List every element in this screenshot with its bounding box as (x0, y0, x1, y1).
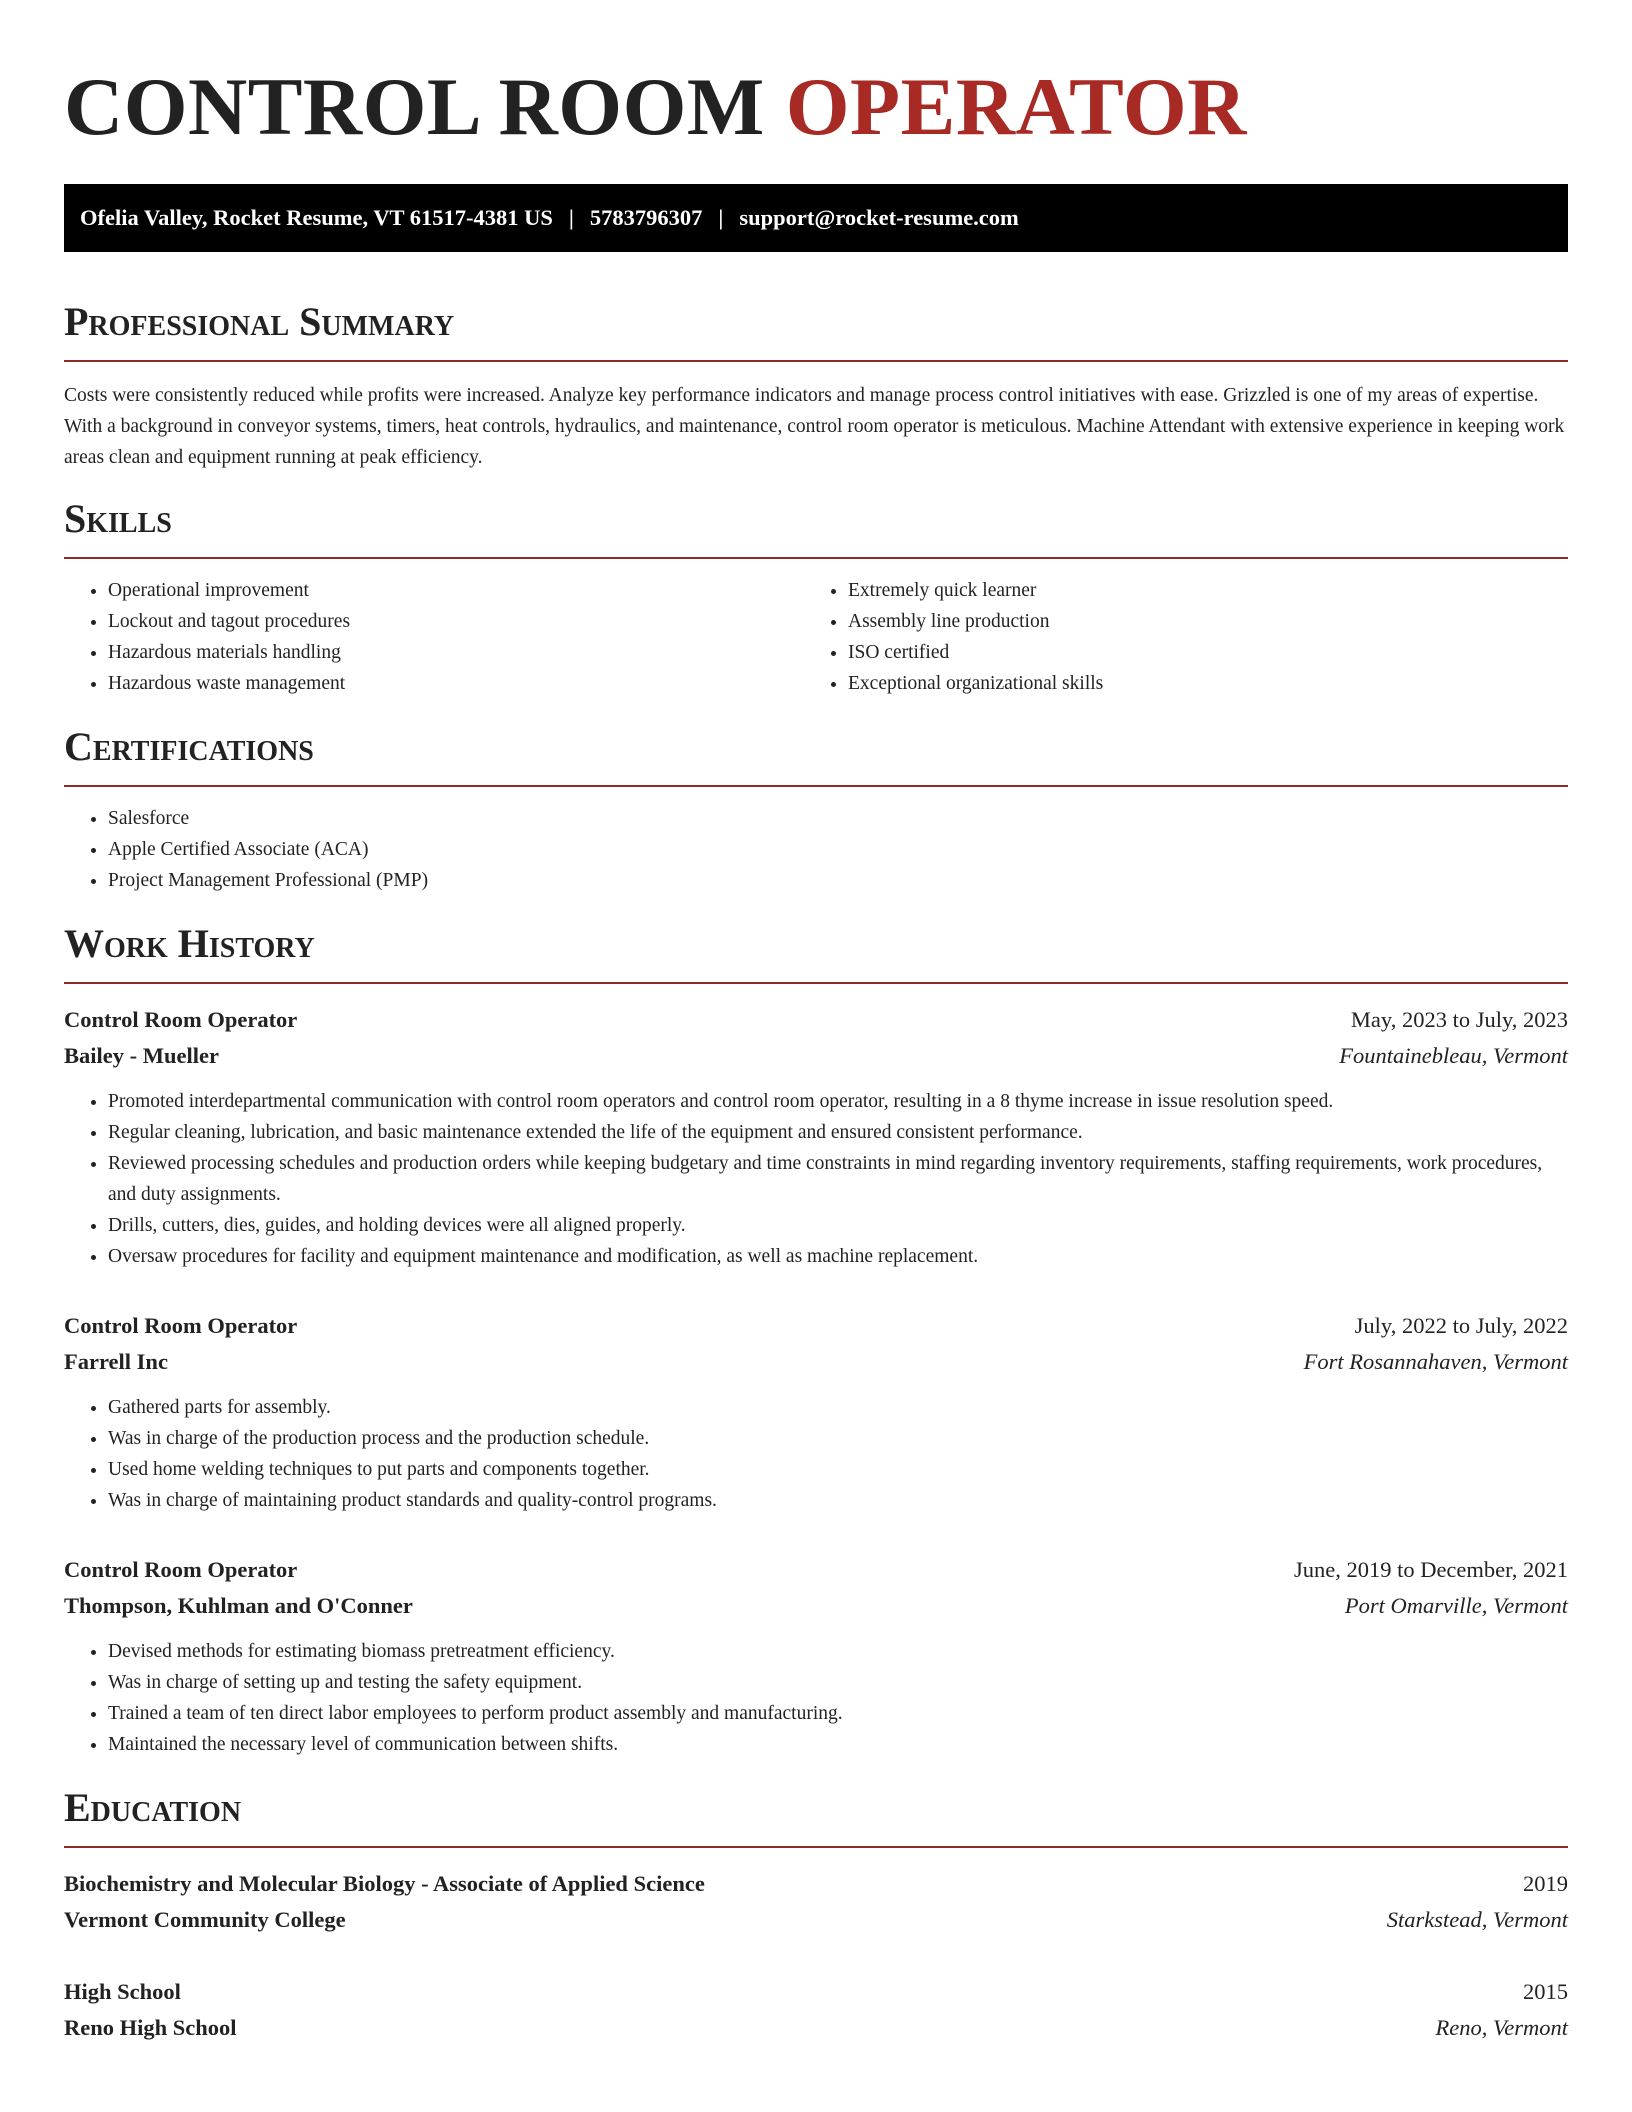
education-heading: Education (64, 1785, 242, 1830)
skills-list-left (64, 575, 804, 699)
certification-item: • Project Management Professional (PMP) (108, 865, 1568, 896)
job-header-row (64, 1552, 1568, 1588)
contact-address: Ofelia Valley, Rocket Resume, VT 61517-4381 US (80, 205, 553, 230)
job-location: Fort Rosannahaven, Vermont (1303, 1349, 1568, 1374)
job-title: Control Room Operator (64, 1557, 298, 1582)
education-entry (64, 1866, 1568, 1938)
job-bullet: • Used home welding techniques to put parts and components together. (108, 1454, 1568, 1485)
skill-item: • Hazardous waste management (108, 668, 804, 699)
name-accent-part: OPERATOR (785, 61, 1247, 152)
job-company: Farrell Inc (64, 1349, 168, 1374)
job-company-row (64, 1038, 1568, 1074)
job-bullets (64, 1636, 1568, 1760)
skill-item: • Operational improvement (108, 575, 804, 606)
certifications-section (64, 724, 1568, 896)
education-school: Reno High School (64, 2015, 237, 2040)
contact-email: support@rocket-resume.com (739, 205, 1019, 230)
skill-item: • Assembly line production (848, 606, 1544, 637)
job-bullet: • Regular cleaning, lubrication, and basic maintenance extended the life of the equipment and ensured consistent performance. (108, 1117, 1568, 1148)
job-title: Control Room Operator (64, 1313, 298, 1338)
education-location: Starkstead, Vermont (1386, 1907, 1568, 1932)
job-bullets (64, 1392, 1568, 1516)
education-degree: High School (64, 1979, 181, 2004)
name-first-part: CONTROL ROOM (64, 61, 765, 152)
education-school-row (64, 2010, 1568, 2046)
job-bullet: • Gathered parts for assembly. (108, 1392, 1568, 1423)
job-company: Bailey - Mueller (64, 1043, 219, 1068)
education-location: Reno, Vermont (1435, 2015, 1568, 2040)
skill-item: • Extremely quick learner (848, 575, 1544, 606)
job-location: Port Omarville, Vermont (1344, 1593, 1568, 1618)
contact-separator: | (718, 205, 724, 230)
education-year: 2019 (1523, 1871, 1568, 1896)
education-degree-row (64, 1866, 1568, 1902)
contact-separator: | (568, 205, 574, 230)
job-dates: May, 2023 to July, 2023 (1350, 1007, 1568, 1032)
education-school-row (64, 1902, 1568, 1938)
job-bullet: • Maintained the necessary level of communication between shifts. (108, 1729, 1568, 1760)
section-divider (64, 982, 1568, 984)
skill-item: • Exceptional organizational skills (848, 668, 1544, 699)
summary-heading: Professional Summary (64, 299, 455, 344)
certifications-heading: Certifications (64, 724, 314, 769)
skill-item: • Hazardous materials handling (108, 637, 804, 668)
job-title: Control Room Operator (64, 1007, 298, 1032)
education-entry (64, 1974, 1568, 2046)
skills-grid (64, 575, 1568, 699)
skills-list-right (804, 575, 1544, 699)
section-divider (64, 785, 1568, 787)
work-history-heading: Work History (64, 921, 315, 966)
contact-phone: 5783796307 (589, 205, 703, 230)
section-divider (64, 1846, 1568, 1848)
job-header-row (64, 1308, 1568, 1344)
section-divider (64, 557, 1568, 559)
skills-section (64, 496, 1568, 699)
skill-item: • Lockout and tagout procedures (108, 606, 804, 637)
job-company: Thompson, Kuhlman and O'Conner (64, 1593, 413, 1618)
job-company-row (64, 1588, 1568, 1624)
job-entry (64, 1308, 1568, 1516)
education-year: 2015 (1523, 1979, 1568, 2004)
summary-text: Costs were consistently reduced while profits were increased. Analyze key performance indicators and manage process control initiatives with ease. Grizzled is one of my areas of expertise. With a background in conveyor systems, timers, heat controls, hydraulics, and maintenance, control room operator is meticulous. Machine Attendant with extensive experience in keeping work areas clean and equipment running at peak efficiency. (64, 385, 1565, 468)
job-company-row (64, 1344, 1568, 1380)
job-bullet: • Devised methods for estimating biomass pretreatment efficiency. (108, 1636, 1568, 1667)
work-history-section (64, 921, 1568, 1760)
job-bullet: • Promoted interdepartmental communication with control room operators and control room operator, resulting in a 8 thyme increase in issue resolution speed. (108, 1086, 1568, 1117)
job-entry (64, 1552, 1568, 1760)
job-bullet: • Trained a team of ten direct labor employees to perform product assembly and manufacturing. (108, 1698, 1568, 1729)
section-divider (64, 360, 1568, 362)
certification-item: • Apple Certified Associate (ACA) (108, 834, 1568, 865)
education-degree-row (64, 1974, 1568, 2010)
job-bullet: • Was in charge of the production process and the production schedule. (108, 1423, 1568, 1454)
job-bullet: • Was in charge of maintaining product standards and quality-control programs. (108, 1485, 1568, 1516)
job-header-row (64, 1002, 1568, 1038)
job-dates: July, 2022 to July, 2022 (1354, 1313, 1568, 1338)
job-bullet: • Drills, cutters, dies, guides, and holding devices were all aligned properly. (108, 1210, 1568, 1241)
education-degree: Biochemistry and Molecular Biology - Associate of Applied Science (64, 1871, 705, 1896)
skill-item: • ISO certified (848, 637, 1544, 668)
certifications-list (64, 803, 1568, 896)
job-dates: June, 2019 to December, 2021 (1293, 1557, 1568, 1582)
job-bullet: • Reviewed processing schedules and production orders while keeping budgetary and time constraints in mind regarding inventory requirements, staffing requirements, work procedures, and duty assignments. (108, 1148, 1568, 1210)
contact-bar (64, 184, 1568, 252)
summary-section (64, 299, 1568, 473)
certification-item: • Salesforce (108, 803, 1568, 834)
education-school: Vermont Community College (64, 1907, 346, 1932)
job-bullet: • Was in charge of setting up and testing the safety equipment. (108, 1667, 1568, 1698)
job-location: Fountainebleau, Vermont (1339, 1043, 1568, 1068)
resume-name (64, 61, 1568, 152)
skills-heading: Skills (64, 496, 172, 541)
job-entry (64, 1002, 1568, 1272)
education-section (64, 1785, 1568, 2046)
job-bullet: • Oversaw procedures for facility and equipment maintenance and modification, as well as machine replacement. (108, 1241, 1568, 1272)
job-bullets (64, 1086, 1568, 1272)
